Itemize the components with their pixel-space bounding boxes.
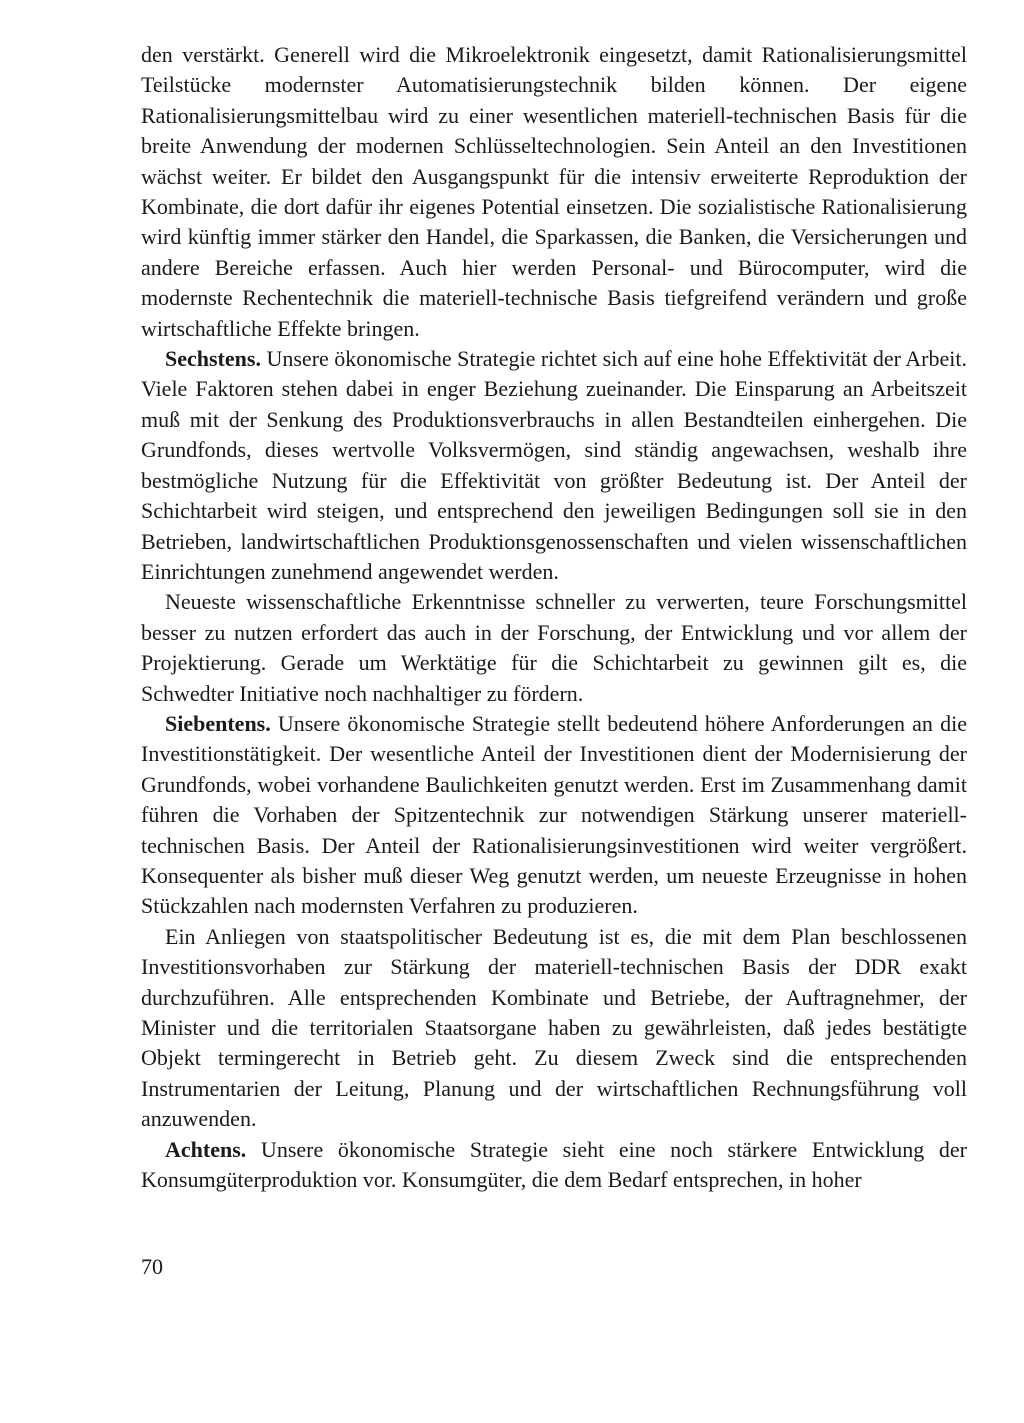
paragraph-text: Unsere ökonomische Strategie stellt bedeutend höhere Anforderungen an die Investitionstätigkeit. Der wesentliche Anteil der Investitionen dient der Modernisierung der Grundfonds, wobei vorhandene Baulichkeiten genutzt werden. Erst im Zusammenhang damit führen die Vorhaben der Spitzentechnik zur notwendigen Stärkung unserer materiell-technischen Basis. Der Anteil der Rationalisierungsinvestitionen wird weiter vergrößert. Konsequenter als bisher muß dieser Weg genutzt werden, um neueste Erzeugnisse in hohen Stückzahlen nach modernsten Verfahren zu produzieren. <box>141 710 967 919</box>
paragraph-lead: Siebentens. <box>165 710 271 736</box>
paragraph-text: den verstärkt. Generell wird die Mikroelektronik eingesetzt, damit Rationalisierungsmittel Teilstücke modernster Automatisierungstechnik bilden können. Der eigene Rationalisierungsmittelbau wird zu einer wesentlichen materiell-technischen Basis für die breite Anwendung der modernen Schlüsseltechnologien. Sein Anteil an den Investitionen wächst weiter. Er bildet den Ausgangspunkt für die intensiv erweiterte Reproduktion der Kombinate, die dort dafür ihr eigenes Potential einsetzen. Die sozialistische Rationalisierung wird künftig immer stärker den Handel, die Sparkassen, die Banken, die Versicherungen und andere Bereiche erfassen. Auch hier werden Personal- und Bürocomputer, wird die modernste Rechentechnik die materiell-technische Basis tiefgreifend verändern und große wirtschaftliche Effekte bringen. <box>141 42 967 341</box>
paragraph-lead: Achtens. <box>165 1136 247 1162</box>
page-body <box>141 40 967 1195</box>
paragraph-achtens <box>141 1135 967 1196</box>
paragraph-text: Neueste wissenschaftliche Erkenntnisse schneller zu verwerten, teure Forschungsmittel besser zu nutzen erfordert das auch in der Forschung, der Entwicklung und vor allem der Projektierung. Gerade um Werktätige für die Schichtarbeit zu gewinnen gilt es, die Schwedter Initiative noch nachhaltiger zu fördern. <box>141 589 967 706</box>
page-number: 70 <box>141 1254 163 1279</box>
paragraph-siebentens <box>141 709 967 922</box>
paragraph-lead: Sechstens. <box>165 346 261 372</box>
paragraph-continuation <box>141 40 967 344</box>
paragraph-forschung <box>141 587 967 709</box>
paragraph-text: Unsere ökonomische Strategie richtet sich auf eine hohe Effektivität der Arbeit. Viele Faktoren stehen dabei in enger Beziehung zueinander. Die Einsparung an Arbeitszeit muß mit der Senkung des Produktionsverbrauchs in allen Bestandteilen einhergehen. Die Grundfonds, dieses wertvolle Volksvermögen, sind ständig angewachsen, weshalb ihre bestmögliche Nutzung für die Effektivität von größter Bedeutung ist. Der Anteil der Schichtarbeit wird steigen, und entsprechend den jeweiligen Bedingungen soll sie in den Betrieben, landwirtschaftlichen Produktionsgenossenschaften und vielen wissenschaftlichen Einrichtungen zunehmend angewendet werden. <box>141 346 967 584</box>
paragraph-text: Unsere ökonomische Strategie sieht eine noch stärkere Entwicklung der Konsumgüterproduktion vor. Konsumgüter, die dem Bedarf entsprechen, in hoher <box>141 1136 967 1193</box>
paragraph-sechstens <box>141 344 967 587</box>
paragraph-investitionsvorhaben <box>141 922 967 1135</box>
paragraph-text: Ein Anliegen von staatspolitischer Bedeutung ist es, die mit dem Plan beschlossenen Investitionsvorhaben zur Stärkung der materiell-technischen Basis der DDR exakt durchzuführen. Alle entsprechenden Kombinate und Betriebe, der Auftragnehmer, der Minister und die territorialen Staatsorgane haben zu gewährleisten, daß jedes bestätigte Objekt termingerecht in Betrieb geht. Zu diesem Zweck sind die entsprechenden Instrumentarien der Leitung, Planung und der wirtschaftlichen Rechnungsführung voll anzuwenden. <box>141 923 967 1132</box>
